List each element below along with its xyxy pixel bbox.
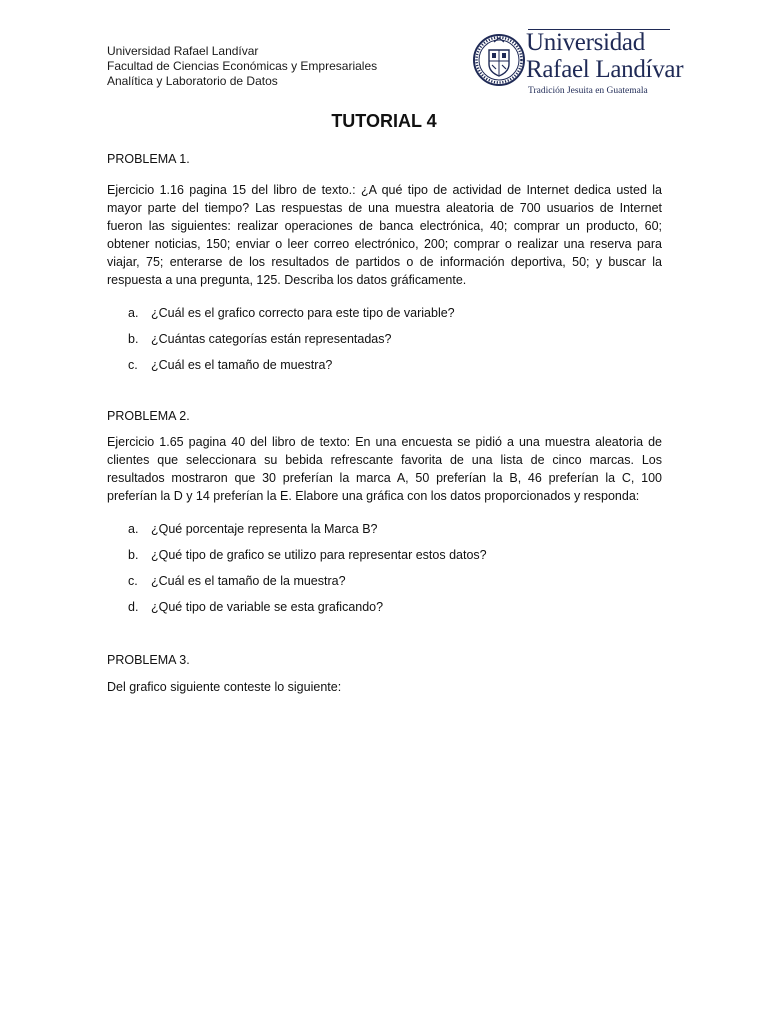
question-text: ¿Cuántas categorías están representadas? <box>151 332 392 346</box>
list-marker: d. <box>128 600 139 614</box>
problem-3-text: Del grafico siguiente conteste lo siguiente: <box>107 680 342 694</box>
problem-1-questions <box>128 304 648 382</box>
list-item <box>128 330 648 356</box>
problem-2-heading: PROBLEMA 2. <box>107 409 190 423</box>
list-marker: b. <box>128 332 139 346</box>
logo-line-1: Universidad <box>526 29 645 56</box>
list-item <box>128 356 648 382</box>
question-text: ¿Qué tipo de variable se esta graficando? <box>151 600 384 614</box>
list-item <box>128 598 648 624</box>
list-marker: c. <box>128 574 138 588</box>
list-marker: b. <box>128 548 139 562</box>
problem-3-heading: PROBLEMA 3. <box>107 653 190 667</box>
university-name: Universidad Rafael Landívar <box>107 44 259 58</box>
faculty-name: Facultad de Ciencias Económicas y Empresariales <box>107 59 378 73</box>
list-marker: a. <box>128 522 139 536</box>
page-title: TUTORIAL 4 <box>331 111 437 131</box>
list-item <box>128 572 648 598</box>
list-item <box>128 304 648 330</box>
list-item <box>128 546 648 572</box>
question-text: ¿Cuál es el tamaño de la muestra? <box>151 574 346 588</box>
question-text: ¿Qué porcentaje representa la Marca B? <box>151 522 378 536</box>
question-text: ¿Cuál es el tamaño de muestra? <box>151 358 333 372</box>
department-name: Analítica y Laboratorio de Datos <box>107 74 278 88</box>
list-marker: a. <box>128 306 139 320</box>
logo-tagline: Tradición Jesuita en Guatemala <box>528 86 648 96</box>
logo-line-2: Rafael Landívar <box>526 56 684 83</box>
list-item <box>128 520 648 546</box>
problem-2-text: Ejercicio 1.65 pagina 40 del libro de texto: En una encuesta se pidió a una muestra aleatoria de clientes que seleccionara su bebida refrescante favorita de una lista de cinco marcas. Los resultados mostraron que 30 preferían la marca A, 50 preferían la B, 46 preferían la C, 100 preferían la D y 14 preferían la E. Elabore una gráfica con los datos proporcionados y responda: <box>107 435 662 503</box>
university-seal-icon <box>472 28 526 92</box>
question-text: ¿Cuál es el grafico correcto para este tipo de variable? <box>151 306 455 320</box>
problem-1-heading: PROBLEMA 1. <box>107 152 190 166</box>
problem-2-questions <box>128 520 648 624</box>
institution-header <box>107 44 377 89</box>
university-logo <box>472 26 682 102</box>
question-text: ¿Qué tipo de grafico se utilizo para representar estos datos? <box>151 548 487 562</box>
list-marker: c. <box>128 358 138 372</box>
problem-1-text: Ejercicio 1.16 pagina 15 del libro de texto.: ¿A qué tipo de actividad de Internet dedica usted la mayor parte del tiempo? Las respuestas de una muestra aleatoria de 700 usuarios de Internet fueron las siguientes: realizar operaciones de banca electrónica, 40; comprar un producto, 60; obtener noticias, 150; enviar o leer correo electrónico, 200; comprar o realizar una reserva para viajar, 75; enterarse de los resultados de partidos o de información deportiva, 50; y buscar la respuesta a una pregunta, 125. Describa los datos gráficamente. <box>107 183 662 287</box>
